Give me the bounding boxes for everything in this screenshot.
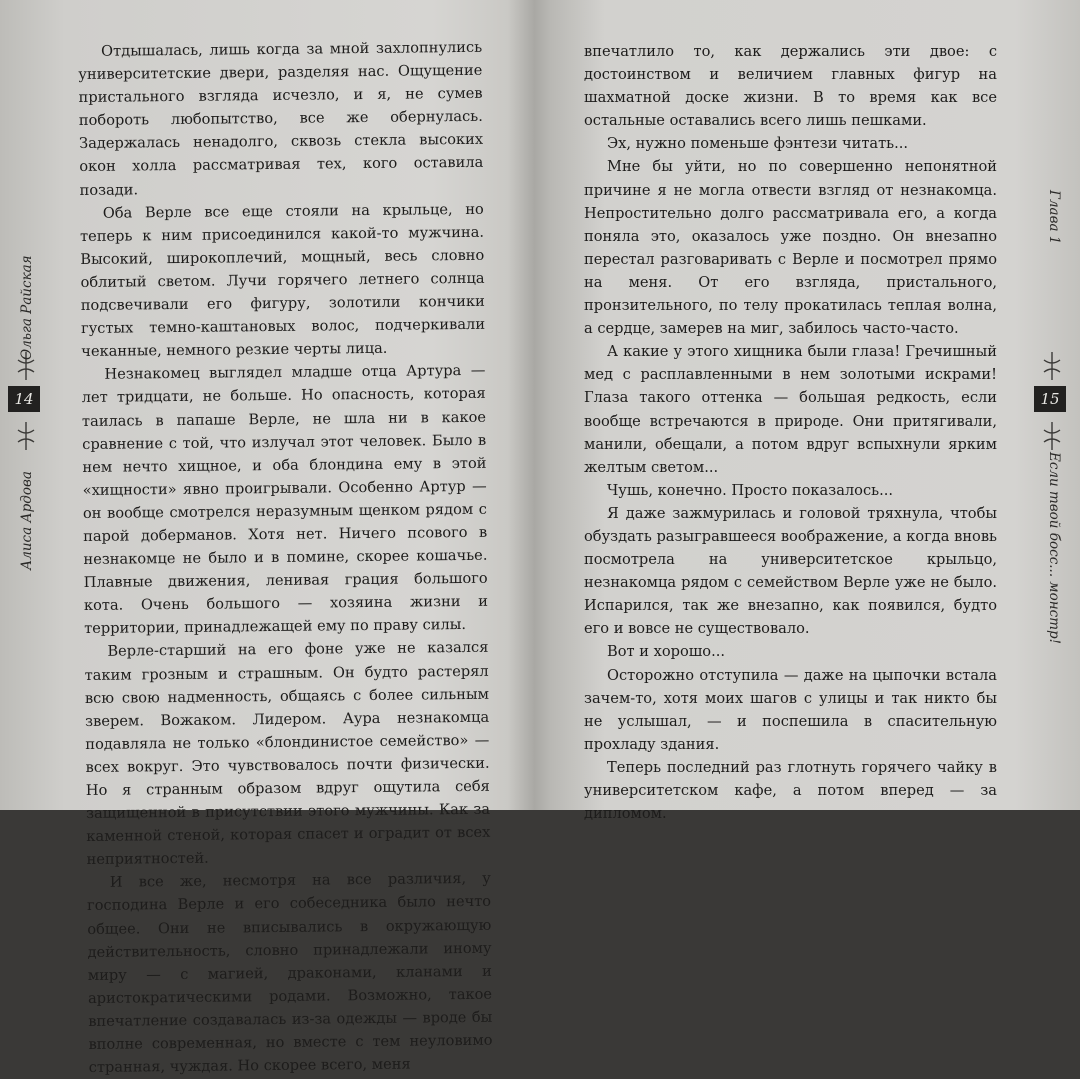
paragraph: А какие у этого хищника были глаза! Гречишный мед с расплавленными в нем золотыми искрами! Глаза такого оттенка — большая редкость, если вообще встречаются в природе. Они притягивали, манили, обещали, а потом вдруг вспыхнули ярким желтым светом... <box>584 343 997 476</box>
page-number: 14 <box>8 386 40 412</box>
ornament-icon <box>1036 420 1068 452</box>
right-page-margin <box>1032 190 1072 800</box>
paragraph: Чушь, конечно. Просто показалось... <box>607 481 893 499</box>
left-page <box>0 0 530 1077</box>
left-page-margin <box>6 200 46 800</box>
ornament-icon <box>10 420 42 452</box>
paragraph: Я даже зажмурилась и головой тряхнула, чтобы обуздать разыгравшееся воображение, а когда вновь посмотрела на университетское крыльцо, незнакомца рядом с семейством Верле уже не было. Испарился, так же внезапно, как появился, будто его и вовсе не существовало. <box>584 504 998 638</box>
page-number: 15 <box>1034 386 1066 412</box>
running-head-author: Ольга Райская <box>19 255 35 360</box>
paragraph: Вот и хорошо... <box>607 643 726 661</box>
running-head-author-2: Алиса Ардова <box>19 471 35 570</box>
paragraph: И все же, несмотря на все различия, у господина Верле и его собеседника было нечто общее. Они не вписывались в окружающую действительность, словно принадлежали иному миру — с магией, драконами, кланами и аристократическими родами. Возможно, такое впечатление создавалась из-за одежды — вроде бы вполне современная, но вместе с тем неуловимо странная, чуждая. Но скорее всего, меня <box>86 870 493 1077</box>
right-page-body <box>584 40 997 825</box>
running-head-book-title: Если твой босс... монстр! <box>1046 452 1062 645</box>
paragraph: Оба Верле все еще стояли на крыльце, но теперь к ним присоединился какой-то мужчина. Высокий, широкоплечий, мощный, весь словно облитый светом. Лучи горячего летнего солнца подсвечивали его фигуру, золотили кончики густых темно-каштановых волос, подчеркивали чеканные, немного резкие черты лица. <box>79 200 486 361</box>
ornament-icon <box>1036 350 1068 382</box>
running-head-chapter: Глава 1 <box>1046 190 1062 245</box>
paragraph: Осторожно отступила — даже на цыпочки встала зачем-то, хотя моих шагов с улицы и так никто бы не услышал, — и поспешила в спасительную прохладу здания. <box>584 666 997 753</box>
paragraph: Незнакомец выглядел младше отца Артура — лет тридцати, не больше. Но опасность, которая таилась в папаше Верле, не шла ни в какое сравнение с той, что излучал этот человек. Было в нем нечто хищное, и оба блондина ему в этой «хищности» явно проигрывали. Особенно Артур — он вообще смотрелся неразумным щенком рядом с парой доберманов. Хотя нет. Ничего псового в незнакомце не было и в помине, скорее кошачье. Плавные движения, ленивая грация большого кота. Очень большого — хозяина жизни и территории, принадлежащей ему по праву силы. <box>81 362 488 638</box>
paragraph: Верле-старший на его фоне уже не казался таким грозным и страшным. Он будто растерял всю свою надменность, общаясь с более сильным зверем. Вожаком. Лидером. Аура незнакомца подавляла не только «блондинистое семейство» — всех вокруг. Это чувствовалось почти физически. Но я странным образом вдруг ощутила себя защищенной в присутствии этого мужчины. Как за каменной стеной, которая спасет и оградит от всех неприятностей. <box>84 639 491 869</box>
paragraph: Теперь последний раз глотнуть горячего чайку в университетском кафе, а потом вперед — за дипломом. <box>584 758 997 823</box>
paragraph: Отдышалась, лишь когда за мной захлопнулись университетские двери, разделяя нас. Ощущение пристального взгляда исчезло, и я, не сумев побороть любопытство, все же обернулась. Задержалась ненадолго, сквозь стекла высоких окон холла рассматривая тех, кого оставила позади. <box>78 38 484 199</box>
paragraph: Мне бы уйти, но по совершенно непонятной причине я не могла отвести взгляд от незнакомца. Непростительно долго рассматривала его, а когда поняла это, оказалось уже поздно. Он внезапно перестал разговаривать с Верле и посмотрел прямо на меня. От его взгляда, пристального, пронзительного, по телу прокатилась теплая волна, а сердце, замерев на миг, забилось часто-часто. <box>584 158 997 338</box>
left-page-body <box>78 36 493 1079</box>
right-page <box>536 0 1080 823</box>
paragraph: Эх, нужно поменьше фэнтези читать... <box>607 135 909 153</box>
paragraph: впечатлило то, как держались эти двое: с достоинством и величием главных фигур на шахматной доске жизни. В то время как все остальные оставались всего лишь пешками. <box>584 43 997 130</box>
